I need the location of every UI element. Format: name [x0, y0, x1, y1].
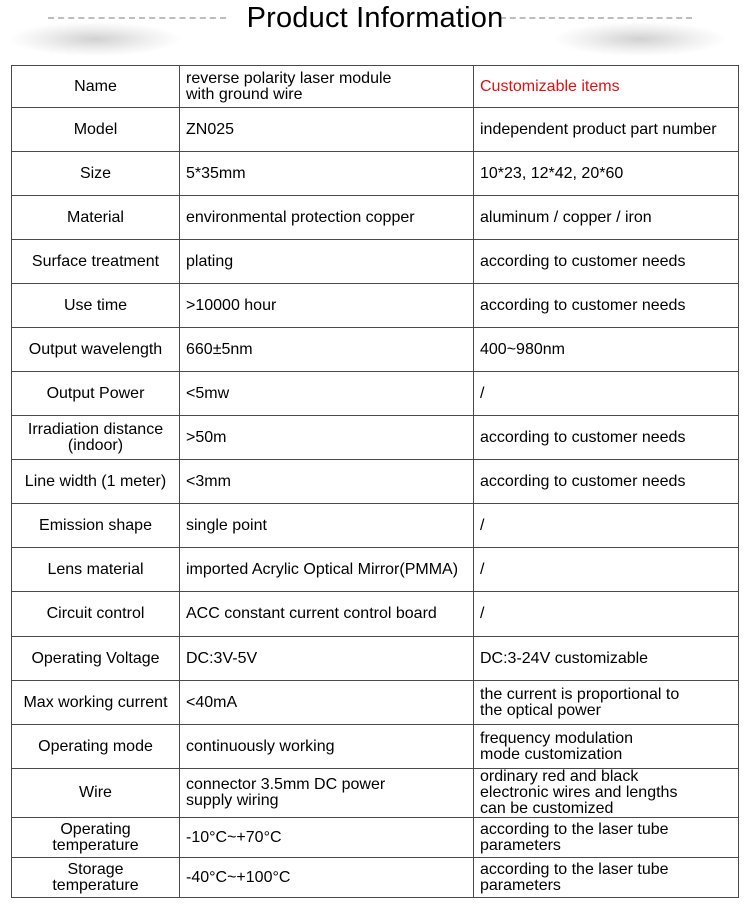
row-value: connector 3.5mm DC power supply wiring — [180, 769, 474, 818]
row-custom-option: / — [474, 372, 739, 416]
row-label: Line width (1 meter) — [12, 460, 180, 504]
row-label: Operating Voltage — [12, 637, 180, 681]
table-row — [12, 818, 739, 858]
table-row — [12, 504, 739, 548]
row-label: Operating mode — [12, 725, 180, 769]
table-row — [12, 460, 739, 504]
row-label: Output Power — [12, 372, 180, 416]
row-label: Name — [12, 66, 180, 108]
row-value: imported Acrylic Optical Mirror(PMMA) — [180, 548, 474, 592]
row-custom-option: according to customer needs — [474, 240, 739, 284]
row-label: Output wavelength — [12, 328, 180, 372]
row-custom-option: ordinary red and black electronic wires and lengths can be customized — [474, 769, 739, 818]
row-value: >10000 hour — [180, 284, 474, 328]
row-label: Max working current — [12, 681, 180, 725]
table-row — [12, 637, 739, 681]
row-value: <5mw — [180, 372, 474, 416]
row-label: Lens material — [12, 548, 180, 592]
row-custom-option: according to the laser tube parameters — [474, 818, 739, 858]
table-row — [12, 66, 739, 108]
spec-table — [11, 65, 739, 898]
table-row — [12, 108, 739, 152]
row-value: DC:3V-5V — [180, 637, 474, 681]
row-custom-option: / — [474, 592, 739, 637]
spec-table-body — [12, 66, 739, 898]
table-row — [12, 548, 739, 592]
row-value: >50m — [180, 416, 474, 460]
table-row — [12, 196, 739, 240]
row-label: Use time — [12, 284, 180, 328]
row-value: continuously working — [180, 725, 474, 769]
row-custom-option: Customizable items — [474, 66, 739, 108]
table-row — [12, 240, 739, 284]
page-title: Product Information — [246, 2, 504, 34]
table-row — [12, 328, 739, 372]
row-label: Material — [12, 196, 180, 240]
row-custom-option: according to customer needs — [474, 416, 739, 460]
table-row — [12, 858, 739, 898]
row-value: <40mA — [180, 681, 474, 725]
row-value: 660±5nm — [180, 328, 474, 372]
row-custom-option: according to customer needs — [474, 460, 739, 504]
row-value: ACC constant current control board — [180, 592, 474, 637]
row-custom-option: according to the laser tube parameters — [474, 858, 739, 898]
table-row — [12, 769, 739, 818]
row-custom-option: independent product part number — [474, 108, 739, 152]
row-custom-option: according to customer needs — [474, 284, 739, 328]
table-row — [12, 725, 739, 769]
row-value: environmental protection copper — [180, 196, 474, 240]
row-label: Emission shape — [12, 504, 180, 548]
row-value: 5*35mm — [180, 152, 474, 196]
row-label: Size — [12, 152, 180, 196]
row-custom-option: the current is proportional to the optical power — [474, 681, 739, 725]
row-value: -40°C~+100°C — [180, 858, 474, 898]
row-value: ZN025 — [180, 108, 474, 152]
row-custom-option: 400~980nm — [474, 328, 739, 372]
row-custom-option: / — [474, 504, 739, 548]
row-label: Circuit control — [12, 592, 180, 637]
row-label: Model — [12, 108, 180, 152]
row-custom-option: DC:3-24V customizable — [474, 637, 739, 681]
table-row — [12, 372, 739, 416]
table-row — [12, 152, 739, 196]
table-row — [12, 592, 739, 637]
row-custom-option: aluminum / copper / iron — [474, 196, 739, 240]
header — [0, 0, 750, 62]
row-custom-option: 10*23, 12*42, 20*60 — [474, 152, 739, 196]
row-label: Wire — [12, 769, 180, 818]
row-custom-option: frequency modulation mode customization — [474, 725, 739, 769]
row-label: Operating temperature — [12, 818, 180, 858]
table-row — [12, 284, 739, 328]
row-value: -10°C~+70°C — [180, 818, 474, 858]
row-custom-option: / — [474, 548, 739, 592]
row-label: Storage temperature — [12, 858, 180, 898]
row-label: Surface treatment — [12, 240, 180, 284]
row-value: reverse polarity laser module with ground wire — [180, 66, 474, 108]
row-value: <3mm — [180, 460, 474, 504]
row-label: Irradiation distance (indoor) — [12, 416, 180, 460]
row-value: single point — [180, 504, 474, 548]
table-row — [12, 416, 739, 460]
row-value: plating — [180, 240, 474, 284]
table-row — [12, 681, 739, 725]
